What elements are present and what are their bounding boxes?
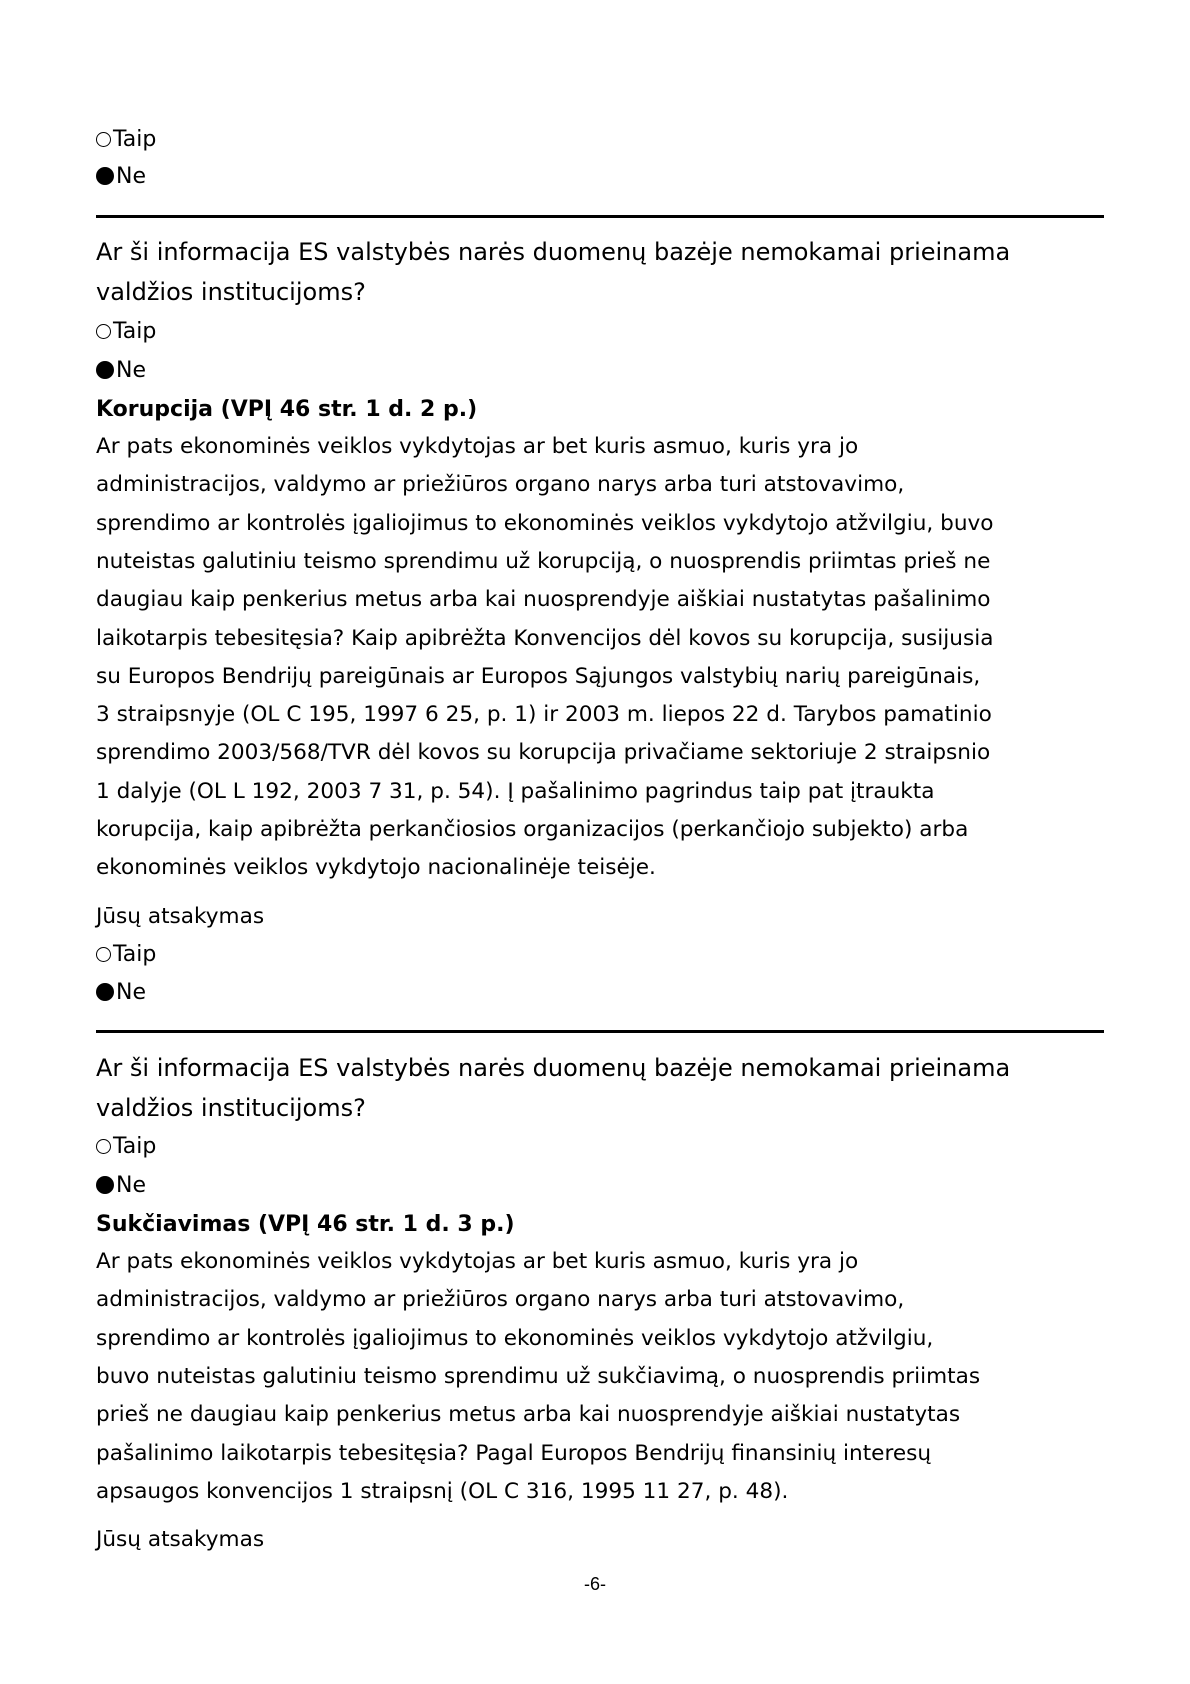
divider [96,1030,1104,1033]
body-line: administracijos, valdymo ar priežiūros organo narys arba turi atstovavimo, [96,1287,905,1313]
radio-ne-4[interactable] [96,1175,146,1197]
body-line: korupcija, kaip apibrėžta perkančiosios organizacijos (perkančiojo subjekto) arba [96,817,969,842]
radio-taip-4[interactable] [96,1136,156,1158]
question-db-line: Ar ši informacija ES valstybės narės duomenų bazėje nemokamai prieinama [96,1054,1011,1082]
option-label: Taip [113,127,157,152]
option-label: Ne [116,358,146,383]
question-db-line: valdžios institucijoms? [96,1094,366,1122]
radio-filled-icon [96,361,114,379]
radio-taip-2[interactable] [96,321,156,343]
radio-filled-icon [96,1176,114,1194]
option-label: Taip [113,319,157,344]
section-heading-korupcija: Korupcija (VPĮ 46 str. 1 d. 2 p.) [96,397,478,422]
radio-filled-icon [96,983,114,1001]
body-line: prieš ne daugiau kaip penkerius metus arba kai nuosprendyje aiškiai nustatytas [96,1402,961,1428]
option-label: Ne [116,1173,146,1198]
body-line: daugiau kaip penkerius metus arba kai nuosprendyje aiškiai nustatytas pašalinimo [96,587,991,613]
body-line: 3 straipsnyje (OL C 195, 1997 6 25, p. 1) ir 2003 m. liepos 22 d. Tarybos pamatinio [96,702,992,728]
radio-filled-icon [96,167,114,185]
radio-empty-icon [96,947,111,962]
question-db-line: valdžios institucijoms? [96,278,366,306]
page-number: -6- [584,1574,606,1594]
body-line: laikotarpis tebesitęsia? Kaip apibrėžta Konvencijos dėl kovos su korupcija, susijusia [96,625,994,651]
body-line: sprendimo ar kontrolės įgaliojimus to ekonominės veiklos vykdytojo atžvilgiu, buvo [96,510,994,536]
body-line: pašalinimo laikotarpis tebesitęsia? Pagal Europos Bendrijų finansinių interesų [96,1440,932,1466]
body-line: sprendimo 2003/568/TVR dėl kovos su korupcija privačiame sektoriuje 2 straipsnio [96,740,991,766]
radio-ne-1[interactable] [96,166,146,188]
option-label: Taip [113,942,157,967]
question-db-line: Ar ši informacija ES valstybės narės duomenų bazėje nemokamai prieinama [96,238,1011,266]
radio-ne-2[interactable] [96,360,146,382]
body-line: Ar pats ekonominės veiklos vykdytojas ar bet kuris asmuo, kuris yra jo [96,434,859,459]
body-line: ekonominės veiklos vykdytojo nacionalinėje teisėje. [96,855,656,881]
option-label: Ne [116,164,146,189]
body-line: sprendimo ar kontrolės įgaliojimus to ekonominės veiklos vykdytojo atžvilgiu, [96,1325,934,1351]
body-line: apsaugos konvencijos 1 straipsnį (OL C 316, 1995 11 27, p. 48). [96,1478,789,1504]
body-line: buvo nuteistas galutiniu teismo sprendimu už sukčiavimą, o nuosprendis priimtas [96,1363,981,1389]
section-heading-sukciavimas: Sukčiavimas (VPĮ 46 str. 1 d. 3 p.) [96,1212,515,1237]
divider [96,215,1104,218]
answer-label: Jūsų atsakymas [96,1527,265,1552]
radio-empty-icon [96,324,111,339]
body-line: nuteistas galutiniu teismo sprendimu už korupciją, o nuosprendis priimtas prieš ne [96,548,991,574]
option-label: Taip [113,1134,157,1159]
radio-taip-3[interactable] [96,944,156,966]
body-line: administracijos, valdymo ar priežiūros organo narys arba turi atstovavimo, [96,472,905,498]
body-line: 1 dalyje (OL L 192, 2003 7 31, p. 54). Į pašalinimo pagrindus taip pat įtraukta [96,778,935,804]
radio-empty-icon [96,1139,111,1154]
body-line: Ar pats ekonominės veiklos vykdytojas ar bet kuris asmuo, kuris yra jo [96,1249,859,1274]
radio-ne-3[interactable] [96,982,146,1004]
body-line: su Europos Bendrijų pareigūnais ar Europos Sąjungos valstybių narių pareigūnais, [96,663,981,689]
radio-empty-icon [96,132,111,147]
radio-taip-1[interactable] [96,129,156,151]
answer-label: Jūsų atsakymas [96,904,265,929]
option-label: Ne [116,980,146,1005]
